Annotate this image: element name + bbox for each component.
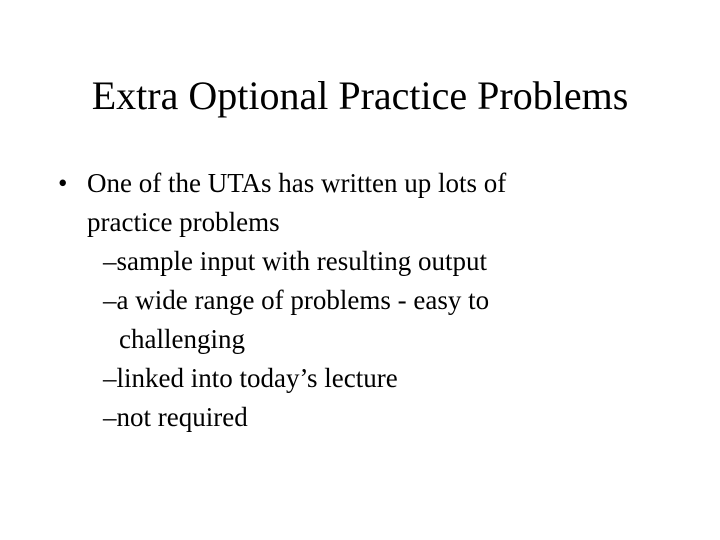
dash-marker: – bbox=[103, 363, 117, 393]
bullet-icon: • bbox=[58, 168, 68, 198]
sub-item-sample-input bbox=[103, 242, 698, 281]
dash-marker: – bbox=[103, 285, 117, 315]
sub-item-text: a wide range of problems - easy to bbox=[116, 285, 490, 315]
sub-item-linked-lecture bbox=[103, 359, 698, 398]
sub-item-text: not required bbox=[116, 402, 248, 432]
sub-item-range-of-problems bbox=[103, 281, 603, 359]
bullet-text-line-2: practice problems bbox=[87, 207, 280, 237]
sub-item-not-required bbox=[103, 398, 698, 437]
sub-item-text: linked into today’s lecture bbox=[116, 363, 398, 393]
bullet-item bbox=[58, 164, 698, 242]
dash-marker: – bbox=[103, 402, 117, 432]
bullet-list bbox=[58, 164, 698, 437]
slide-title: Extra Optional Practice Problems bbox=[91, 73, 629, 118]
sub-item-text: sample input with resulting output bbox=[116, 246, 487, 276]
bullet-text-line-1: One of the UTAs has written up lots of bbox=[87, 168, 507, 198]
dash-marker: – bbox=[103, 246, 117, 276]
sub-item-continuation: challenging bbox=[119, 324, 245, 354]
